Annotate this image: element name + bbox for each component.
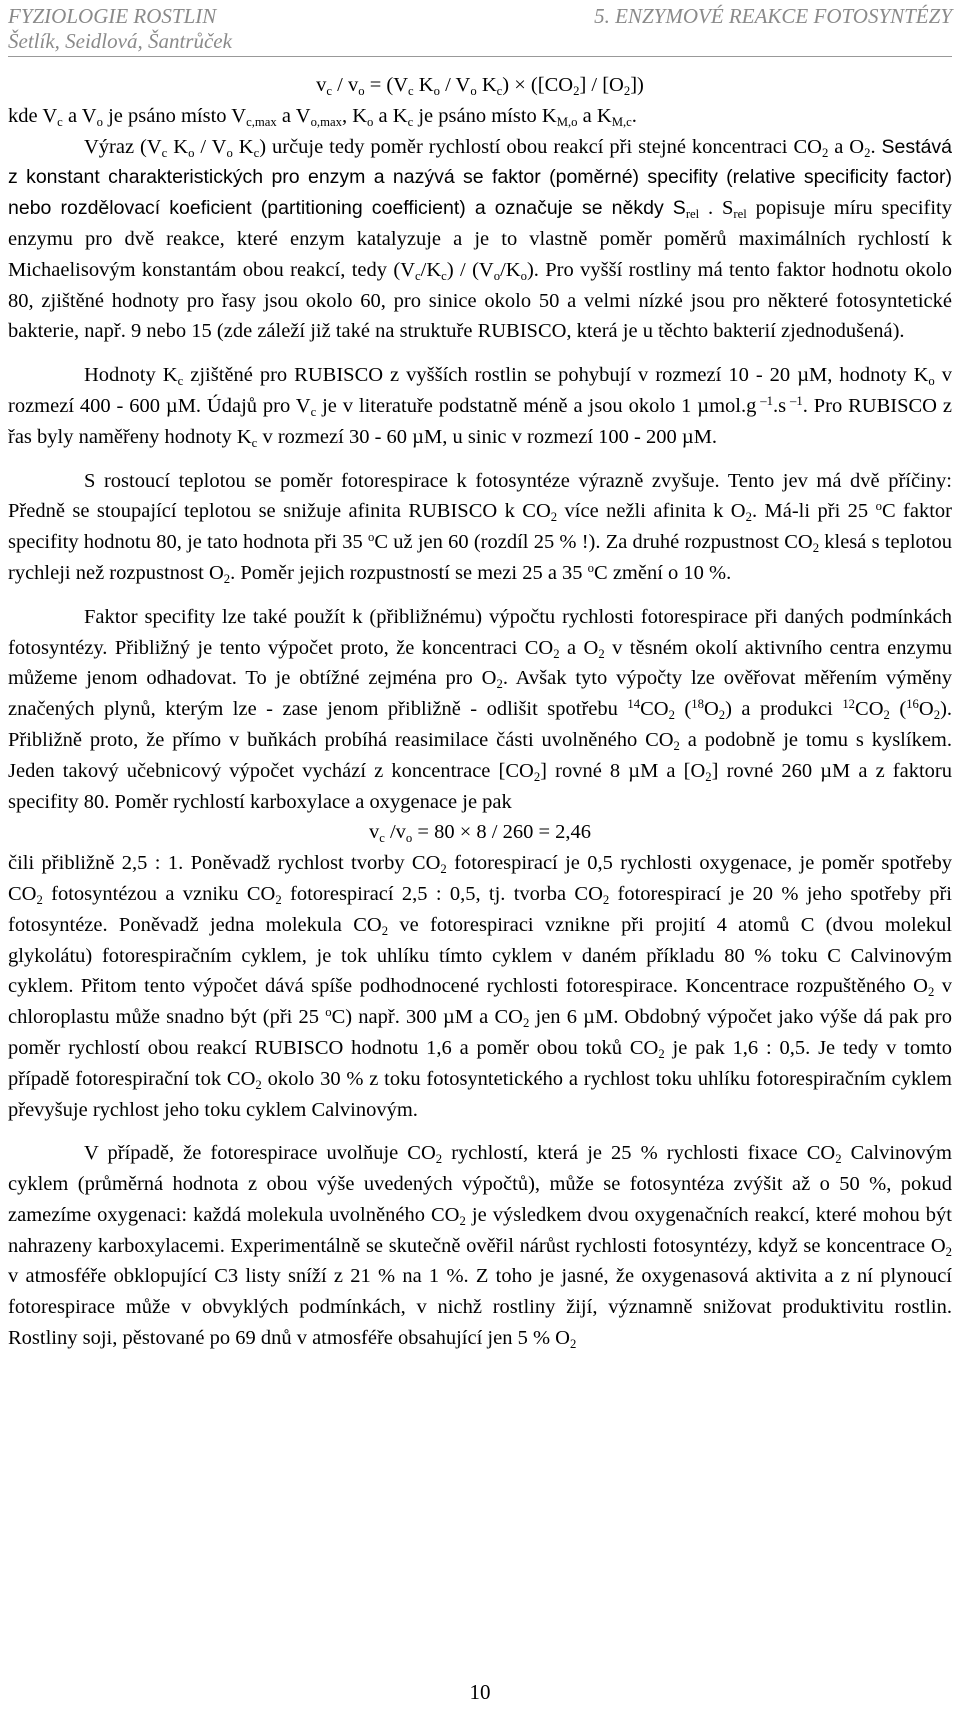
text-run: ). Pro vyšší rostliny má tento faktor hodnotu okolo 80, zjištěné hodnoty pro řasy jsou okolo 60, pro sinice okolo 50 a velmi nízké jsou pro některé fotosyntetické bakterie, např. 9 nebo 15 (zde záleží již také na struktuře RUBISCO, která je u těchto bakterií zjednodušená). xyxy=(8,258,952,343)
text-run: ] / [O xyxy=(579,74,624,96)
superscript: o xyxy=(325,1005,332,1020)
text-run: je pak 1,6 : 0,5. Je tedy v tomto případě fotorespirační tok CO xyxy=(8,1036,952,1090)
subscript: 2 xyxy=(864,145,871,160)
text-run: je psáno místo V xyxy=(102,104,247,127)
text-run: více nežli afinita k O xyxy=(557,500,746,523)
subscript: 2 xyxy=(440,861,447,876)
text-run: ). Přibližně proto, že přímo v buňkách probíhá reasimilace části uvolněného CO xyxy=(8,698,953,751)
text-run: CO xyxy=(855,698,884,721)
subscript: 2 xyxy=(573,83,580,98)
text-run: = (V xyxy=(364,74,409,96)
subscript: 2 xyxy=(835,1152,842,1167)
text-run: Calvinovým cyklem (průměrná hodnota z obou výše uvedených výpočtů), může se fotosyntéza zvýšit až o 50 %, pokud zamezíme oxygenaci: každá molekula uvolněného CO xyxy=(8,1142,952,1226)
text-run: fotosyntézou a vzniku CO xyxy=(42,882,276,905)
text-run: a V xyxy=(276,104,311,127)
text-run: . S xyxy=(699,197,734,220)
subscript: 2 xyxy=(435,1152,443,1167)
text-run: a K xyxy=(577,104,612,127)
text-run: C) např. 300 µM a CO xyxy=(331,1006,523,1029)
text-run: . xyxy=(870,135,882,158)
subscript: c xyxy=(310,404,317,419)
page-number: 10 xyxy=(469,1680,491,1704)
text-run: . Avšak tyto výpočty lze ověřovat měřením výměny značených plynů, kterým lze - zase jenom přibližně - odlišit spotřebu xyxy=(8,667,953,721)
superscript: o xyxy=(368,530,375,545)
subscript: 2 xyxy=(381,923,389,938)
text-run: ) / (V xyxy=(446,258,494,281)
subscript: o xyxy=(96,114,103,129)
header-book-title: FYZIOLOGIE ROSTLIN xyxy=(8,4,217,28)
header-authors: Šetlík, Seidlová, Šantrůček xyxy=(8,29,232,53)
subscript: o xyxy=(928,373,935,388)
text-run: O xyxy=(703,698,719,721)
paragraph-result-discussion xyxy=(8,848,952,1125)
superscript: –1 xyxy=(756,393,773,408)
text-run: .s xyxy=(773,394,787,417)
subscript: 2 xyxy=(673,738,680,753)
text-run: K xyxy=(476,74,497,96)
subscript: o xyxy=(470,83,477,98)
text-run: fotorespirací 2,5 : 0,5, tj. tvorba CO xyxy=(281,882,603,905)
superscript: –1 xyxy=(786,393,803,408)
text-run: /v xyxy=(384,821,406,844)
text-run: jen 6 µM. Obdobný výpočet jako výše dá pak pro poměr rychlostí obou reakcí RUBISCO hodnotu 1,6 a poměr obou toků CO xyxy=(8,1006,952,1059)
subscript: c xyxy=(253,145,260,160)
superscript: o xyxy=(875,499,882,514)
subscript: M,o xyxy=(556,114,578,129)
text-run: je psáno místo K xyxy=(413,104,557,127)
paragraph-calculation xyxy=(8,602,952,818)
subscript: o,max xyxy=(310,114,342,129)
subscript: 2 xyxy=(459,1213,466,1228)
text-run: / V xyxy=(194,135,227,158)
header-rule xyxy=(8,56,952,57)
subscript: c xyxy=(441,268,447,283)
subscript: 2 xyxy=(821,145,829,160)
text-run: K xyxy=(413,74,434,96)
subscript: c xyxy=(161,145,168,160)
text-run: je v literatuře podstatně méně a jsou okolo 1 µmol.g xyxy=(316,394,757,417)
superscript: 16 xyxy=(906,697,919,712)
text-run: / V xyxy=(439,74,471,96)
subscript: 2 xyxy=(553,646,560,661)
subscript: c xyxy=(379,831,385,846)
text-run: ) × ([CO xyxy=(502,74,574,96)
subscript: o xyxy=(367,114,374,129)
subscript: 2 xyxy=(255,1077,262,1092)
text-run: = 80 × 8 / 260 = 2,46 xyxy=(412,821,592,844)
text-run: . xyxy=(631,104,637,127)
text-run: klesá s teplotou rychleji než rozpustnost O xyxy=(8,531,952,584)
subscript: c xyxy=(177,373,184,388)
text-run: a K xyxy=(373,104,408,127)
text-run: v rozmezí 400 - 600 µM. Údajů pro V xyxy=(8,364,953,417)
subscript: c,max xyxy=(246,114,277,129)
subscript: o xyxy=(405,831,413,846)
subscript: o xyxy=(520,268,527,283)
text-run: v xyxy=(368,821,380,844)
text-run: C faktor specifity hodnotu 80, je tato hodnota při 35 xyxy=(8,500,953,554)
subscript: 2 xyxy=(812,540,820,555)
superscript: 14 xyxy=(627,697,641,712)
text-run: . Má-li při 25 xyxy=(751,500,876,523)
subscript: o xyxy=(188,145,195,160)
text-run: ) a produkci xyxy=(725,698,843,721)
subscript: 2 xyxy=(496,677,503,692)
text-run: v atmosféře obklopující C3 listy sníží z 21 % na 1 %. Z toho je jasné, že oxygenasová aktivita a z ní plynoucí fotorespirace může v obvyklých podmínkách, v nichž rostliny žijí, významně snižovat produktivitu rostlin. Rostliny soji, pěstované po 69 dnů v atmosféře obsahující jen 5 % O xyxy=(8,1265,952,1350)
text-run: C už jen 60 (rozdíl 25 % !). Za druhé rozpustnost CO xyxy=(374,531,813,554)
subscript: 2 xyxy=(275,892,282,907)
text-run: rychlostí, která je 25 % rychlosti fixace CO xyxy=(442,1142,836,1165)
subscript: 2 xyxy=(705,769,712,784)
text-run: v chloroplastu může snadno být (při 25 xyxy=(8,975,953,1029)
text-run: fotorespirací je 0,5 rychlosti oxygenace, je poměr spotřeby CO xyxy=(8,852,952,905)
subscript: 2 xyxy=(623,83,631,98)
text-run: S rostoucí teplotou se poměr fotorespirace k fotosyntéze výrazně zvyšuje. Tento jev má dvě příčiny: Předně se stoupající teplotou se snižuje afinita RUBISCO k CO xyxy=(8,469,952,523)
text-run: /K xyxy=(420,258,442,281)
text-run: v xyxy=(316,74,327,96)
subscript: o xyxy=(226,145,233,160)
subscript: o xyxy=(358,83,365,98)
paragraph-rubisco-constants xyxy=(8,360,952,452)
page-body xyxy=(8,70,952,1367)
text-run: K xyxy=(232,135,254,158)
text-run: CO xyxy=(640,698,669,721)
text-run: ] rovné 260 µM a z faktoru specifity 80. Poměr rychlostí karboxylace a oxygenace je pak xyxy=(8,759,952,813)
paragraph-temperature xyxy=(8,466,952,589)
text-run: a O xyxy=(828,135,865,158)
paragraph-specificity-factor xyxy=(8,132,952,348)
subscript: 2 xyxy=(745,510,752,525)
subscript: c xyxy=(57,114,63,129)
subscript: M,c xyxy=(611,114,632,129)
paragraph-notation xyxy=(8,101,952,132)
subscript: 2 xyxy=(533,769,541,784)
header-chapter-title: 5. ENZYMOVÉ REAKCE FOTOSYNTÉZY xyxy=(594,4,952,28)
superscript: 18 xyxy=(691,697,704,712)
subscript: 2 xyxy=(933,707,941,722)
subscript: c xyxy=(408,83,414,98)
text-run: je výsledkem dvou oxygenačních reakcí, které mohou být nahrazeny karboxylacemi. Experimentálně se skutečně ověřil nárůst rychlosti fotosyntézy, když se koncentrace O xyxy=(8,1203,952,1257)
text-run: , K xyxy=(341,104,368,127)
subscript: rel xyxy=(685,207,700,221)
subscript: c xyxy=(326,83,333,98)
text-run: . Pro RUBISCO z řas byly naměřeny hodnoty K xyxy=(8,394,952,448)
subscript: c xyxy=(407,114,414,129)
text-run: popisuje míru specifity enzymu pro dvě reakce, které enzym katalyzuje a je to vlastně poměr poměrů maximálních rychlostí k Michaelisovým konstantám obou reakcí, tedy (V xyxy=(8,197,952,281)
subscript: 2 xyxy=(36,892,43,907)
text-run: Hodnoty K xyxy=(84,364,178,387)
subscript: 2 xyxy=(945,1244,952,1259)
text-run: ] rovné 8 µM a [O xyxy=(540,759,706,782)
superscript: 12 xyxy=(842,697,856,712)
running-header-left xyxy=(8,4,232,54)
text-run: Výraz (V xyxy=(84,135,162,158)
subscript: 2 xyxy=(658,1046,665,1061)
text-run: okolo 30 % z toku fotosyntetického a rychlost toku uhlíku fotorespiračním cyklem převyšuje rychlost jeho toku cyklem Calvinovým. xyxy=(8,1067,952,1121)
subscript: 2 xyxy=(602,892,610,907)
subscript: 2 xyxy=(883,707,890,722)
text-run: a podobně je tomu s kyslíkem. Jeden takový učebnicový výpočet vychází z koncentrace [CO xyxy=(8,728,952,782)
text-run: V případě, že fotorespirace uvolňuje CO xyxy=(84,1142,436,1165)
text-run: O xyxy=(918,698,934,721)
text-run: /K xyxy=(500,258,521,281)
superscript: o xyxy=(587,560,595,575)
subscript: rel xyxy=(733,207,747,221)
text-run: Faktor specifity lze také použít k (přibližnému) výpočtu rychlosti fotorespirace při daných podmínkách fotosyntézy. Přibližný je tento výpočet proto, že koncentraci CO xyxy=(8,605,952,659)
text-run: C změní o 10 %. xyxy=(594,561,732,584)
text-run: a V xyxy=(62,104,97,127)
text-run: zjištěné pro RUBISCO z vyšších rostlin se pohybují v rozmezí 10 - 20 µM, hodnoty K xyxy=(183,364,929,387)
text-run: K xyxy=(167,135,189,158)
text-run: kde V xyxy=(8,104,58,127)
text-run: čili přibližně 2,5 : 1. Poněvadž rychlost tvorby CO xyxy=(8,852,441,875)
subscript: 2 xyxy=(718,707,726,722)
paragraph-oxygenation xyxy=(8,1138,952,1354)
subscript: 2 xyxy=(598,646,605,661)
subscript: 2 xyxy=(550,510,558,525)
text-run: ( xyxy=(674,698,692,721)
subscript: 2 xyxy=(668,707,675,722)
text-run: ) určuje tedy poměr rychlostí obou reakcí při stejné koncentraci CO xyxy=(259,135,822,158)
subscript: o xyxy=(493,268,501,283)
text-run: v těsném okolí aktivního centra enzymu můžeme jenom odhadovat. To je obtížné zejména pro O xyxy=(8,636,953,690)
text-run: / v xyxy=(332,74,359,96)
text-run: ( xyxy=(889,698,907,721)
text-run: a O xyxy=(559,636,599,659)
subscript: o xyxy=(433,83,440,98)
subscript: 2 xyxy=(522,1015,530,1030)
text-run: v rozmezí 30 - 60 µM, u sinic v rozmezí 100 - 200 µM. xyxy=(257,425,718,448)
text-run-sans: Sestává z konstant charakteristických pro enzym a nazývá se faktor (poměrné) specifity (relative specificity factor) nebo rozdělovací koeficient (partitioning coefficient) a označuje se někdy S xyxy=(8,135,953,220)
subscript: c xyxy=(496,83,503,98)
subscript: 2 xyxy=(927,985,935,1000)
subscript: c xyxy=(415,268,421,283)
text-run: fotorespirací je 20 % jeho spotřeby při fotosyntéze. Poněvadž jedna molekula CO xyxy=(8,882,953,936)
subscript: 2 xyxy=(569,1336,577,1351)
text-run: ve fotorespiraci vznikne při projití 4 atomů C (dvou molekul glykolátu) fotorespiračním cyklem, je tok uhlíku tímto cyklem v daném příkladu 80 % toku C Calvinovým cyklem. Přitom tento výpočet dává spíše podhodnocené rychlosti fotorespirace. Koncentrace rozpuštěného O xyxy=(8,913,952,998)
text-run: . Poměr jejich rozpustností se mezi 25 a 35 xyxy=(230,561,588,584)
subscript: c xyxy=(251,435,258,450)
text-run: ]) xyxy=(630,74,644,96)
subscript: 2 xyxy=(223,571,231,586)
equation-ratio-result xyxy=(8,817,952,848)
equation-rate-ratio xyxy=(8,70,952,101)
